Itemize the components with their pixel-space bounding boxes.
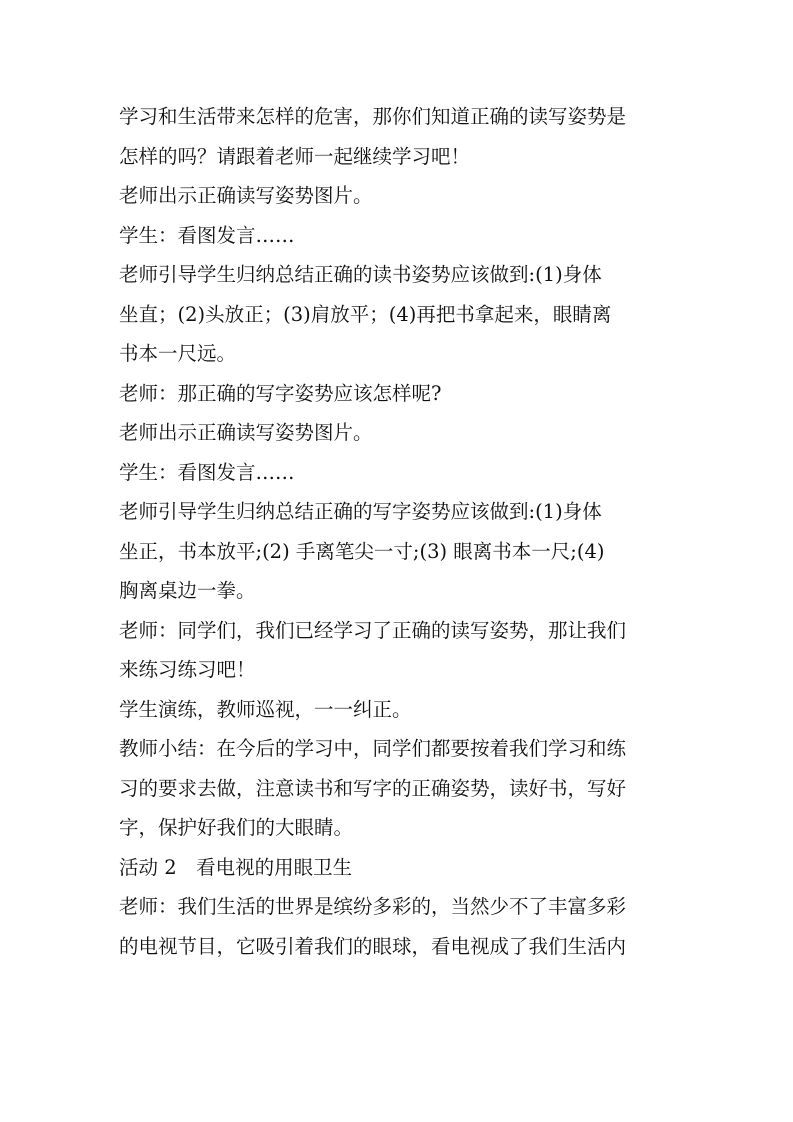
text-line-11: 老师引导学生归纳总结正确的写字姿势应该做到:(1)身体	[119, 500, 602, 523]
text-line-17: 教师小结：在今后的学习中，同学们都要按着我们学习和练	[119, 737, 627, 760]
text-line-22: 的电视节目，它吸引着我们的眼球，看电视成了我们生活内	[119, 934, 627, 958]
text-line-6: 坐直；(2)头放正；(3)肩放平；(4)再把书拿起来，眼睛离	[119, 302, 612, 326]
text-line-16: 学生演练，教师巡视，一一纠正。	[119, 697, 412, 721]
text-line-15: 来练习练习吧！	[119, 658, 256, 681]
text-line-13: 胸离桌边一拳。	[119, 579, 256, 602]
text-line-14: 老师：同学们，我们已经学习了正确的读写姿势，那让我们	[119, 618, 627, 642]
text-line-19: 字，保护好我们的大眼睛。	[119, 816, 354, 839]
text-line-4: 学生：看图发言……	[119, 223, 295, 247]
text-line-21: 老师：我们生活的世界是缤纷多彩的，当然少不了丰富多彩	[119, 895, 627, 918]
section-heading: 活动 2 看电视的用眼卫生	[119, 855, 353, 879]
text-line-3: 老师出示正确读写姿势图片。	[119, 184, 373, 207]
text-line-1: 学习和生活带来怎样的危害，那你们知道正确的读写姿势是	[119, 105, 627, 128]
text-line-2: 怎样的吗？请跟着老师一起继续学习吧！	[119, 144, 471, 168]
text-line-9: 老师出示正确读写姿势图片。	[119, 421, 373, 444]
document-body	[119, 97, 679, 966]
text-line-12: 坐正，书本放平;(2) 手离笔尖一寸;(3) 眼离书本一尺;(4)	[119, 539, 605, 563]
text-line-8: 老师：那正确的写字姿势应该怎样呢?	[119, 381, 442, 405]
text-line-5: 老师引导学生归纳总结正确的读书姿势应该做到:(1)身体	[119, 263, 602, 286]
text-line-10: 学生：看图发言……	[119, 460, 295, 484]
text-line-7: 书本一尺远。	[119, 342, 237, 365]
text-line-18: 习的要求去做，注意读书和写字的正确姿势，读好书，写好	[119, 776, 627, 800]
